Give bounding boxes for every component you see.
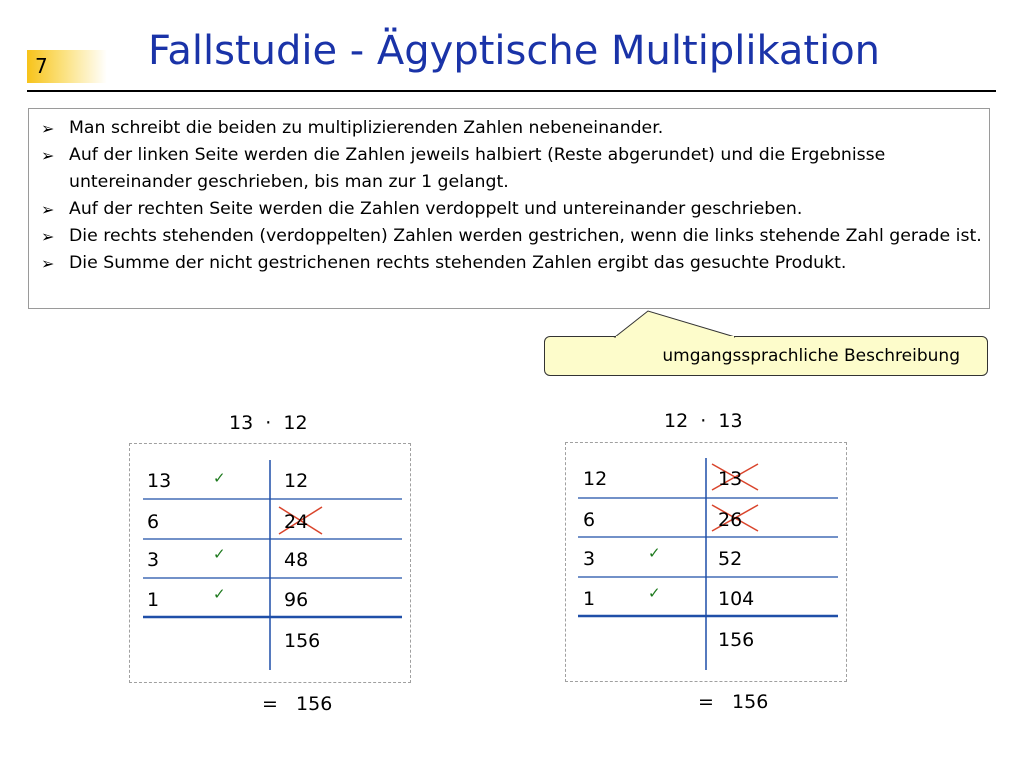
- right-row3-left: 3: [583, 548, 596, 570]
- bullet-text: Man schreibt die beiden zu multiplizierenden Zahlen nebeneinander.: [69, 118, 664, 138]
- slide-number: 7: [35, 54, 48, 78]
- check-icon: ✓: [648, 584, 661, 602]
- arrow-bullet-icon: ➢: [41, 254, 55, 273]
- arrow-bullet-icon: ➢: [41, 200, 55, 219]
- right-row1-left: 12: [583, 468, 608, 490]
- slide-title: Fallstudie - Ägyptische Multiplikation: [148, 28, 881, 74]
- callout-text: umgangssprachliche Beschreibung: [662, 346, 960, 366]
- left-row2-left: 6: [147, 511, 160, 533]
- arrow-bullet-icon: ➢: [41, 227, 55, 246]
- left-result: = 156: [262, 693, 333, 715]
- left-expression: 13 · 12: [229, 412, 308, 434]
- right-row1-right: 13: [718, 468, 743, 490]
- left-row1-right: 12: [284, 470, 309, 492]
- left-row4-left: 1: [147, 589, 160, 611]
- right-sum: 156: [718, 629, 755, 651]
- check-icon: ✓: [213, 469, 226, 487]
- right-row2-left: 6: [583, 509, 596, 531]
- right-row4-right: 104: [718, 588, 755, 610]
- right-expression: 12 · 13: [664, 410, 743, 432]
- right-row4-left: 1: [583, 588, 596, 610]
- right-row2-right: 26: [718, 509, 743, 531]
- left-row3-right: 48: [284, 549, 309, 571]
- arrow-bullet-icon: ➢: [41, 119, 55, 138]
- bullet-text: Die rechts stehenden (verdoppelten) Zahlen werden gestrichen, wenn die links stehende Zahl gerade ist.: [69, 226, 982, 246]
- bullet-text: Die Summe der nicht gestrichenen rechts stehenden Zahlen ergibt das gesuchte Produkt.: [69, 253, 847, 273]
- left-row4-right: 96: [284, 589, 309, 611]
- left-row1-left: 13: [147, 470, 172, 492]
- check-icon: ✓: [213, 585, 226, 603]
- left-row2-right: 24: [284, 511, 309, 533]
- right-result: = 156: [698, 691, 769, 713]
- left-row3-left: 3: [147, 549, 160, 571]
- bullet-text: Auf der rechten Seite werden die Zahlen verdoppelt und untereinander geschrieben.: [69, 199, 803, 219]
- left-sum: 156: [284, 630, 321, 652]
- bullet-text: Auf der linken Seite werden die Zahlen jeweils halbiert (Reste abgerundet) und die Ergebnisse untereinander geschrieben, bis man zur 1 gelangt.: [69, 145, 886, 192]
- check-icon: ✓: [648, 544, 661, 562]
- arrow-bullet-icon: ➢: [41, 146, 55, 165]
- check-icon: ✓: [213, 545, 226, 563]
- right-row3-right: 52: [718, 548, 743, 570]
